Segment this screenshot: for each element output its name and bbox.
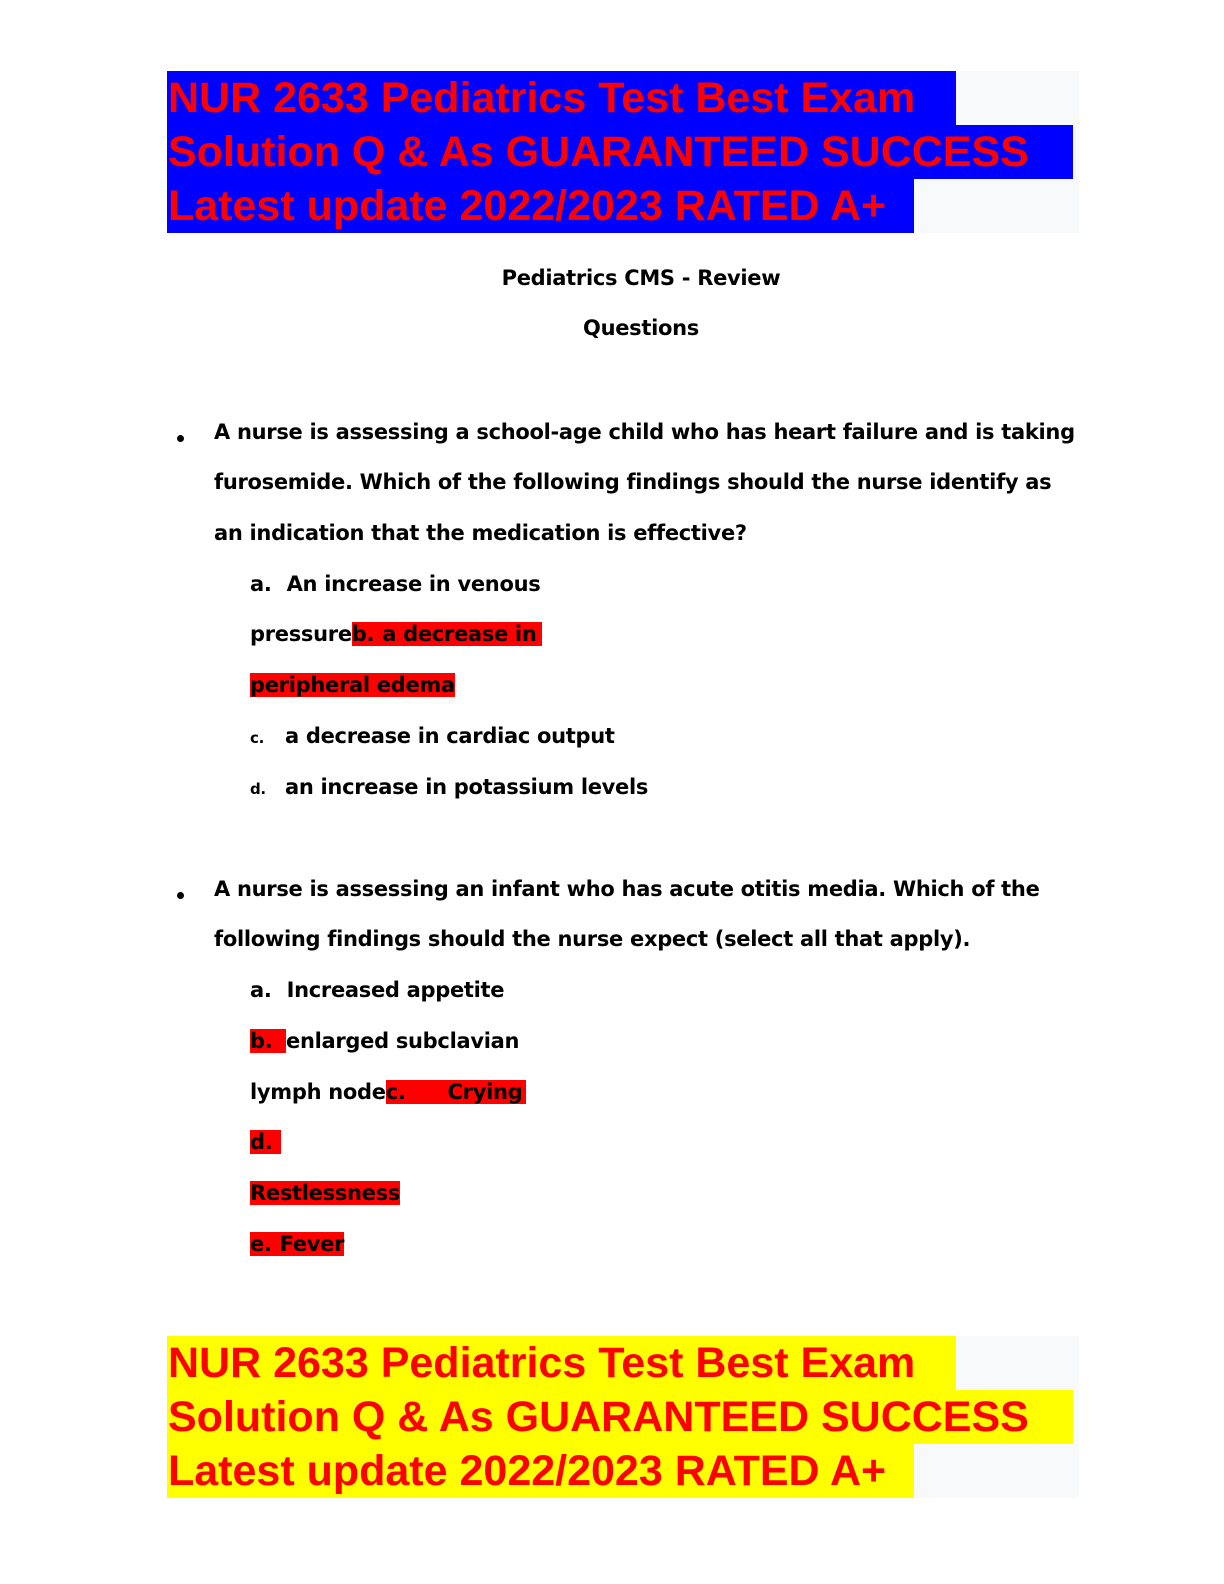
banner-line-3: Latest update 2022/2023 RATED A+	[167, 179, 914, 233]
q1-option-b-cont: peripheral edema	[250, 673, 455, 697]
q1-option-a-cont: pressure	[250, 622, 352, 646]
question-1-line-3: an indication that the medication is effective?	[214, 521, 747, 545]
q2-option-a-letter: a.	[250, 978, 272, 1002]
question-1-line-2: furosemide. Which of the following findings should the nurse identify as	[214, 470, 1052, 494]
document-subtitle: Questions	[583, 316, 699, 340]
bottom-banner-line-3: Latest update 2022/2023 RATED A+	[167, 1444, 914, 1498]
q2-option-b-cont: lymph node	[250, 1080, 386, 1104]
q2-option-c-answer	[386, 1080, 526, 1104]
bottom-banner-line-2: Solution Q & As GUARANTEED SUCCESS	[167, 1390, 1073, 1444]
q2-option-b	[250, 1029, 519, 1053]
top-banner	[167, 71, 1079, 233]
q2-option-b-text: enlarged subclavian	[286, 1029, 520, 1053]
q2-option-d-continued	[250, 1181, 400, 1205]
bottom-banner	[167, 1336, 1079, 1498]
q2-option-b-letter: b.	[250, 1029, 286, 1053]
q2-option-c-letter: c.	[385, 1080, 406, 1104]
q1-option-a-text: An increase in venous	[286, 572, 541, 596]
question-2-line-1: A nurse is assessing an infant who has acute otitis media. Which of the	[214, 877, 1040, 901]
bullet-icon	[176, 887, 188, 899]
question-1-line-1: A nurse is assessing a school-age child who has heart failure and is taking	[214, 420, 1075, 444]
banner-line-1: NUR 2633 Pediatrics Test Best Exam	[167, 71, 956, 125]
bullet-icon	[176, 430, 188, 442]
document-title: Pediatrics CMS - Review	[501, 266, 781, 290]
question-2-line-2: following findings should the nurse expect (select all that apply).	[214, 927, 971, 951]
q2-option-d-text: Restlessness	[250, 1181, 400, 1205]
q1-option-b-answer	[352, 622, 543, 646]
q1-option-c-letter: c.	[250, 729, 264, 747]
q2-option-c-text: Crying	[447, 1080, 523, 1104]
q2-option-b-continued	[250, 1080, 526, 1104]
bottom-banner-line-1: NUR 2633 Pediatrics Test Best Exam	[167, 1336, 956, 1390]
q2-option-e-letter: e.	[250, 1232, 272, 1256]
q2-option-e-text: Fever	[279, 1232, 345, 1256]
q2-option-e-answer	[250, 1232, 344, 1256]
q1-option-a	[250, 572, 540, 596]
q2-option-a-text: Increased appetite	[286, 978, 505, 1002]
q1-option-b-continued	[250, 673, 455, 697]
q2-option-a	[250, 978, 504, 1002]
q1-option-b-letter: b.	[351, 622, 375, 646]
q1-option-c	[250, 724, 615, 748]
q1-option-a-letter: a.	[250, 572, 272, 596]
banner-line-2: Solution Q & As GUARANTEED SUCCESS	[167, 125, 1073, 179]
q1-option-d	[250, 775, 649, 799]
q1-option-d-text: an increase in potassium levels	[285, 775, 649, 799]
q2-option-d-letter: d.	[250, 1130, 281, 1154]
q1-option-b-text: a decrease in	[382, 622, 537, 646]
q2-option-d	[250, 1130, 281, 1154]
q2-option-e	[250, 1232, 344, 1256]
q1-option-a-continued	[250, 622, 542, 646]
q1-option-d-letter: d.	[250, 780, 266, 798]
q1-option-c-text: a decrease in cardiac output	[285, 724, 615, 748]
